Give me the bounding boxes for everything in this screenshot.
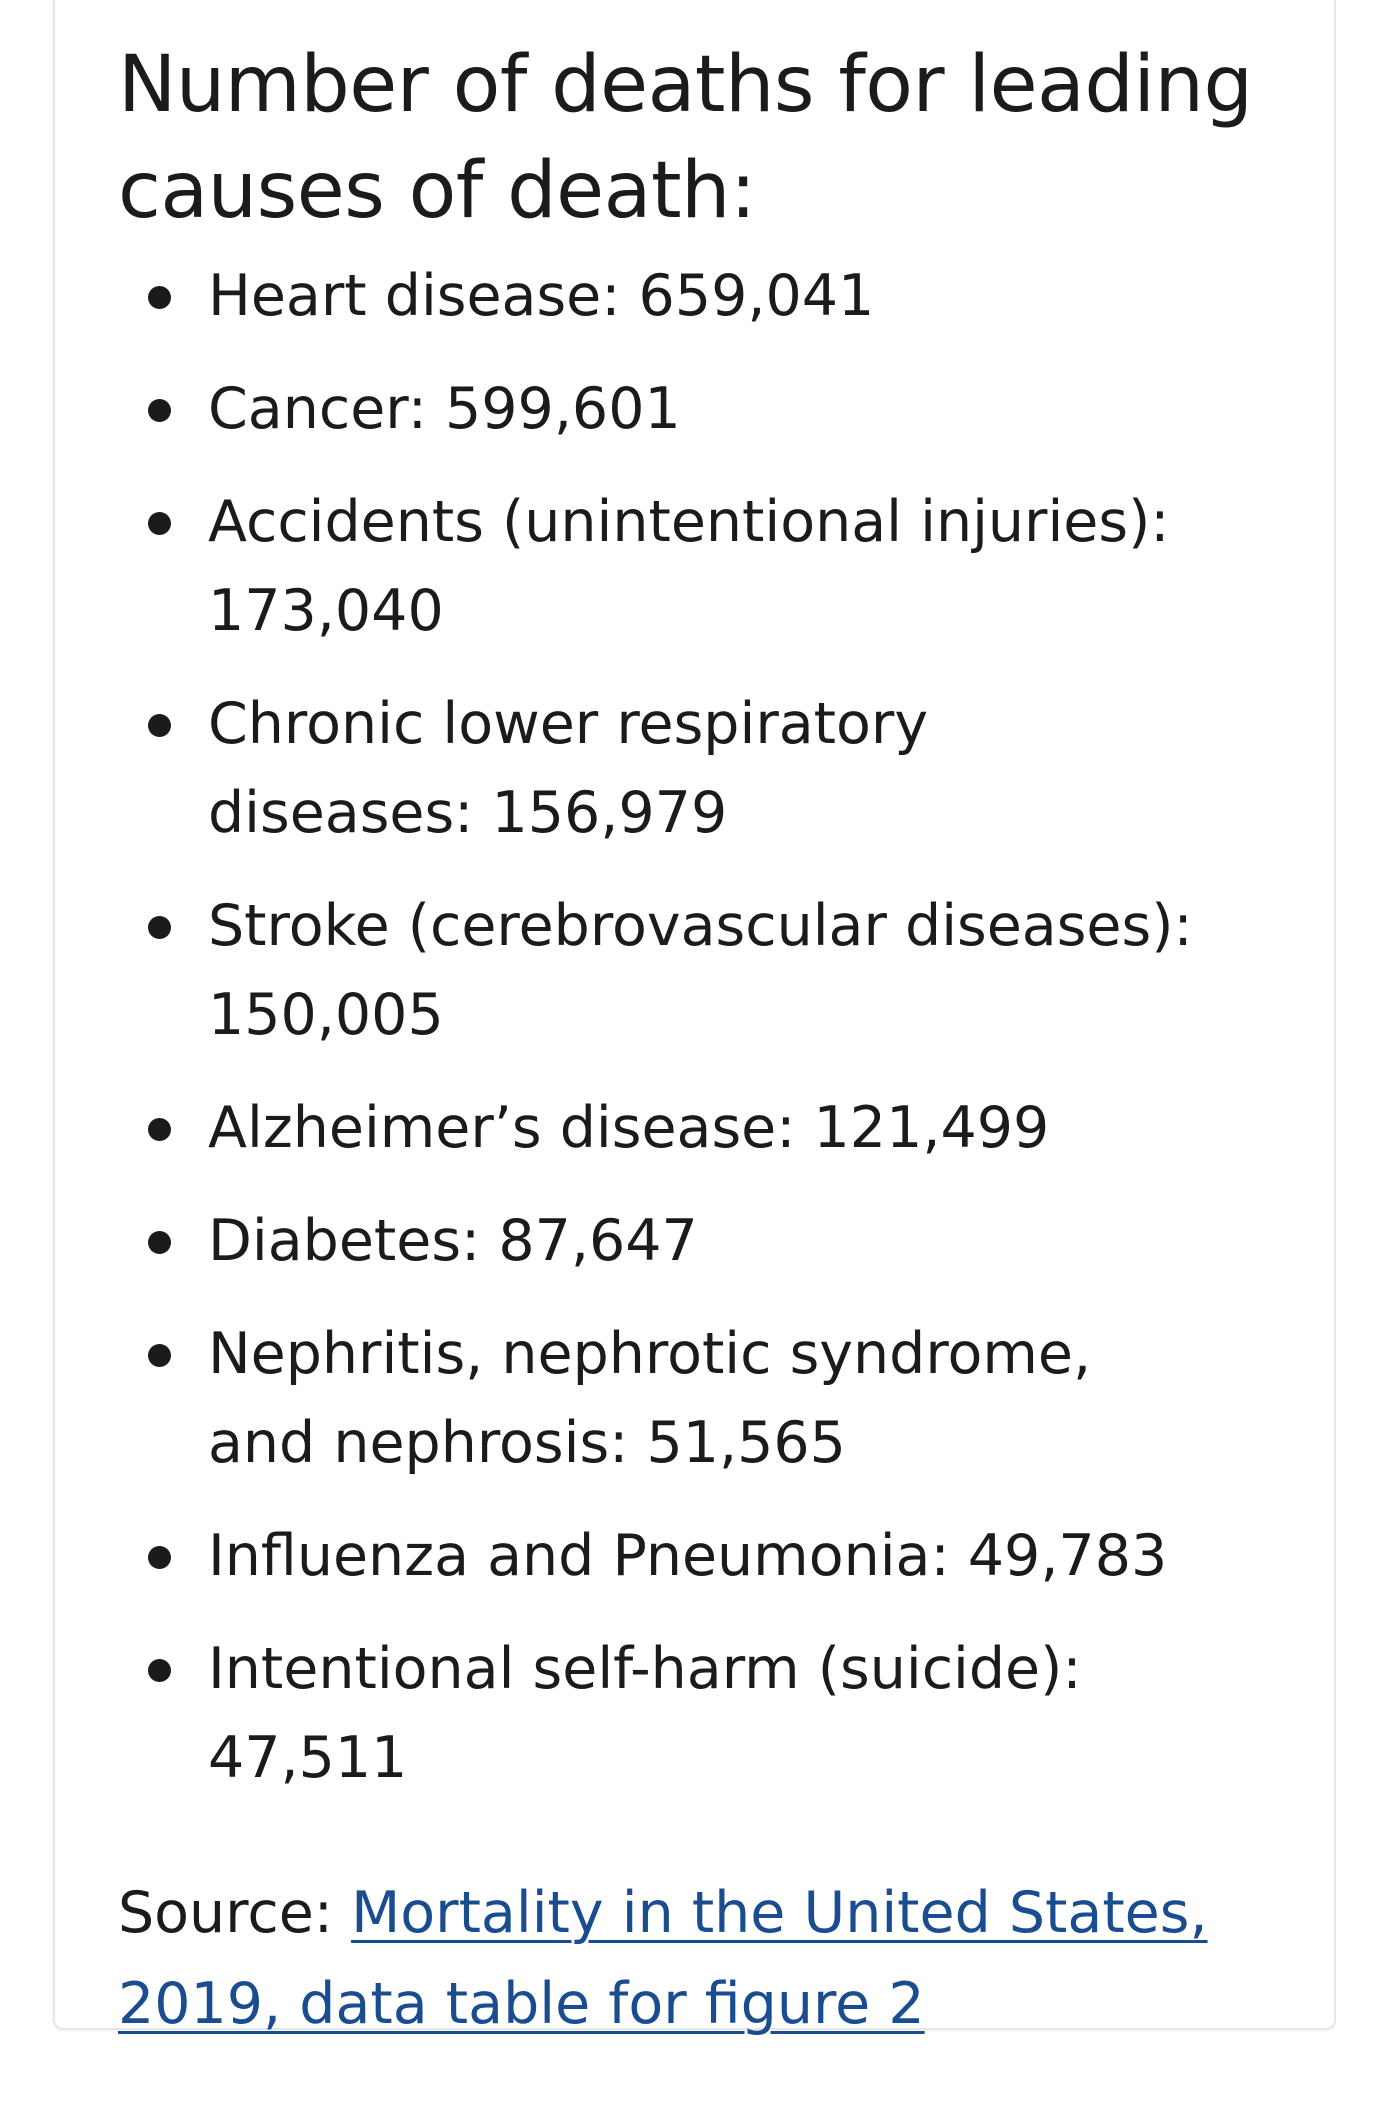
list-item: [118, 1512, 1208, 1601]
bullet-icon: [148, 714, 171, 737]
page-title: Number of deaths for leading causes of death:: [118, 40, 1253, 236]
main-content: [118, 32, 1278, 2107]
list-item-label: Chronic lower respiratory diseases: 156,979: [208, 691, 929, 846]
list-item-label: Accidents (unintentional injuries): 173,040: [208, 489, 1170, 644]
bullet-icon: [148, 1659, 171, 1682]
list-item: [118, 882, 1208, 1060]
bullet-icon: [148, 916, 171, 939]
list-item-label: Diabetes: 87,647: [208, 1208, 698, 1274]
list-item-label: Nephritis, nephrotic syndrome, and nephrosis: 51,565: [208, 1321, 1092, 1476]
list-item-label: Cancer: 599,601: [208, 376, 681, 442]
list-item: [118, 1625, 1208, 1803]
source-citation: [118, 1868, 1278, 2050]
bullet-icon: [148, 1118, 171, 1141]
causes-list: [118, 252, 1278, 1803]
bullet-icon: [148, 399, 171, 422]
bullet-icon: [148, 1231, 171, 1254]
bullet-icon: [148, 1546, 171, 1569]
bullet-icon: [148, 512, 171, 535]
list-item: [118, 1310, 1208, 1488]
list-item: [118, 1084, 1208, 1173]
list-item: [118, 478, 1208, 656]
list-item: [118, 680, 1208, 858]
list-item: [118, 1197, 1208, 1286]
list-item: [118, 252, 1208, 341]
bullet-icon: [148, 1344, 171, 1367]
bullet-icon: [148, 286, 171, 309]
list-item-label: Stroke (cerebrovascular diseases): 150,005: [208, 893, 1193, 1048]
source-link[interactable]: Mortality in the United States, 2019, data table for figure 2: [118, 1880, 1208, 2037]
source-prefix: Source:: [118, 1880, 352, 1946]
list-item-label: Influenza and Pneumonia: 49,783: [208, 1523, 1168, 1589]
list-item-label: Heart disease: 659,041: [208, 263, 875, 329]
list-item-label: Alzheimer’s disease: 121,499: [208, 1095, 1050, 1161]
list-item-label: Intentional self-harm (suicide): 47,511: [208, 1636, 1082, 1791]
list-item: [118, 365, 1208, 454]
